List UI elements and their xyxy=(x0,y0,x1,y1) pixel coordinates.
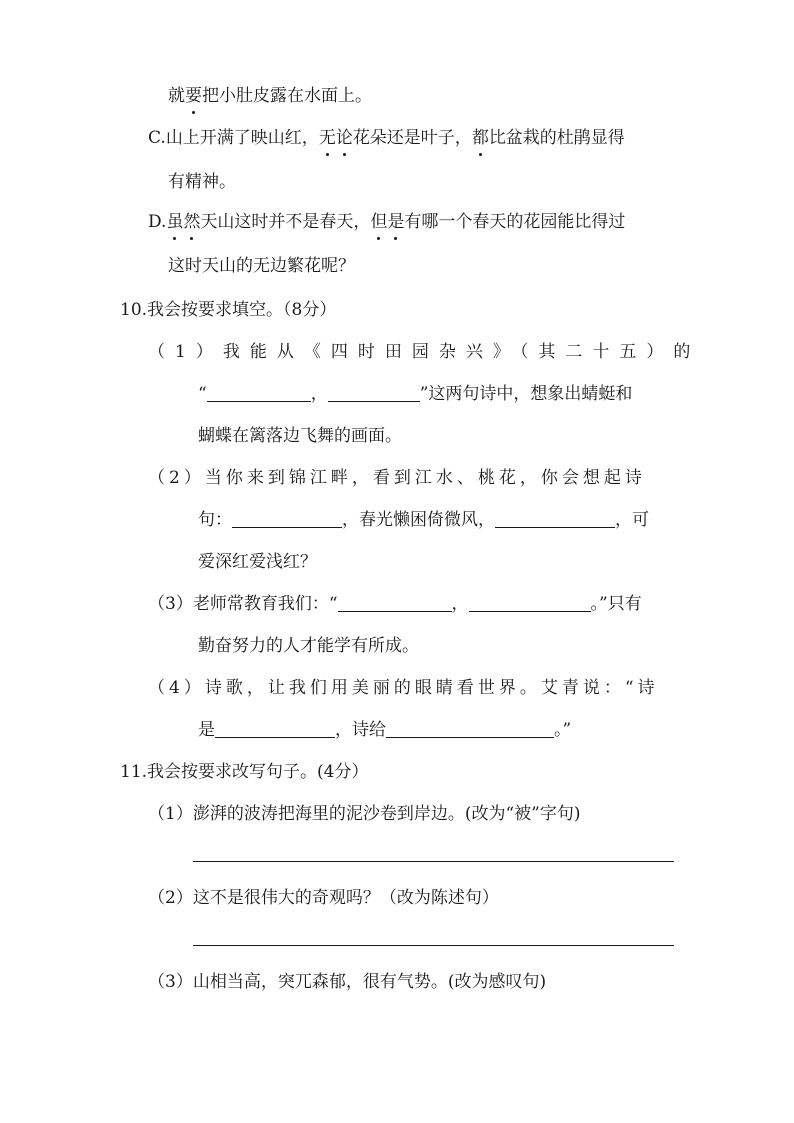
option-c-line1: C.山上开满了映山红，无论花朵还是叶子，都比盆栽的杜鹃显得 xyxy=(148,128,625,148)
q10-part1-line1: （1）我能从《四时田园杂兴》（其二十五）的 xyxy=(148,342,701,362)
fill-blank[interactable] xyxy=(207,383,311,402)
q10-part3-line1: （3）老师常教育我们：“ ， 。”只有 xyxy=(148,594,642,614)
question-10-title: 10.我会按要求填空。（8分） xyxy=(120,300,337,320)
fill-blank[interactable] xyxy=(469,593,591,612)
emphasis-char: 都 xyxy=(471,128,489,148)
q10-part2-line3: 爱深红爱浅红？ xyxy=(198,552,317,572)
fill-blank[interactable] xyxy=(328,383,420,402)
fill-blank[interactable] xyxy=(495,509,615,528)
q10-part3-line2: 勤奋努力的人才能学有所成。 xyxy=(198,636,419,656)
option-c-line2: 有精神。 xyxy=(168,172,236,192)
emphasis-char: 无 xyxy=(318,128,336,148)
q10-part1-line2: “ ， ”这两句诗中，想象出蜻蜓和 xyxy=(198,384,633,404)
option-b-continuation: 就要把小肚皮露在水面上。 xyxy=(168,86,372,106)
option-label: D. xyxy=(148,212,167,232)
answer-line[interactable] xyxy=(193,945,674,946)
emphasis-char: 但 xyxy=(370,212,388,232)
q11-sentence1: （1）澎湃的波涛把海里的泥沙卷到岸边。(改为“被”字句) xyxy=(148,804,581,824)
option-label: C. xyxy=(148,128,166,148)
q10-part4-line1: （4）诗歌，让我们用美丽的眼睛看世界。艾青说：“诗 xyxy=(148,678,659,698)
fill-blank[interactable] xyxy=(386,719,554,738)
q11-sentence2: （2）这不是很伟大的奇观吗？（改为陈述句） xyxy=(148,888,499,908)
fill-blank[interactable] xyxy=(215,719,335,738)
option-d-line2: 这时天山的无边繁花呢？ xyxy=(168,256,355,276)
emphasis-char: 是 xyxy=(387,212,405,232)
q11-sentence3: （3）山相当高，突兀森郁，很有气势。(改为感叹句) xyxy=(148,972,547,992)
emphasis-char: 然 xyxy=(183,212,201,232)
q10-part1-line3: 蝴蝶在篱落边飞舞的画面。 xyxy=(198,426,402,446)
fill-blank[interactable] xyxy=(338,593,452,612)
question-11-title: 11.我会按要求改写句子。(4分） xyxy=(120,762,369,782)
emphasis-char: 论 xyxy=(335,128,353,148)
option-d-line1: D.虽然天山这时并不是春天，但是有哪一个春天的花园能比得过 xyxy=(148,212,626,232)
fill-blank[interactable] xyxy=(232,509,342,528)
emphasis-char: 要 xyxy=(185,86,202,106)
q10-part4-line2: 是 ，诗给 。” xyxy=(198,720,572,740)
q10-part2-line2: 句： ，春光懒困倚微风， ，可 xyxy=(198,510,649,530)
answer-line[interactable] xyxy=(193,861,674,862)
emphasis-char: 虽 xyxy=(166,212,184,232)
q10-part2-line1: （2）当你来到锦江畔，看到江水、桃花，你会想起诗 xyxy=(148,468,646,488)
